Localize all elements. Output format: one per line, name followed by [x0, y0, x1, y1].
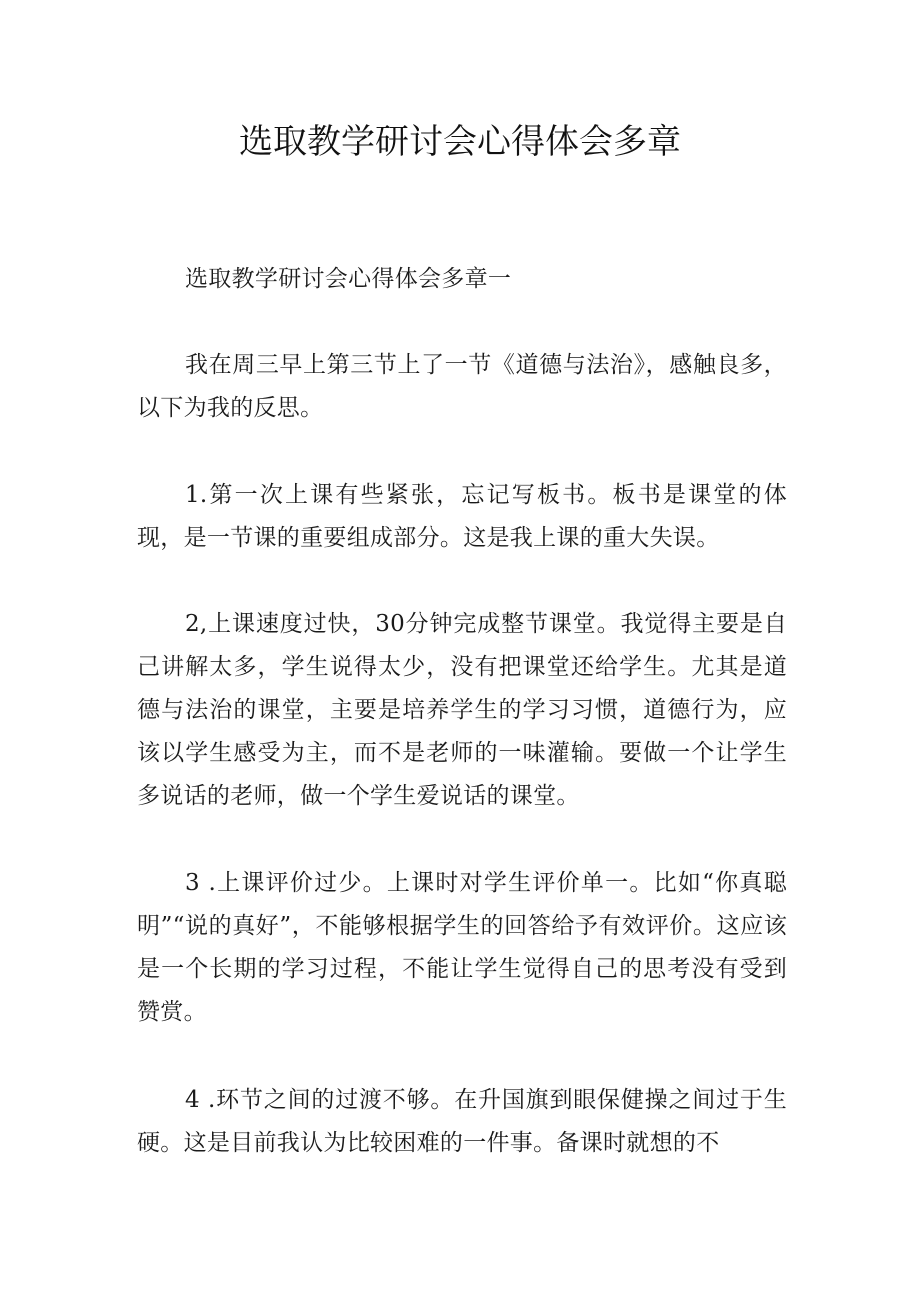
- document-title: 选取教学研讨会心得体会多章: [239, 122, 681, 162]
- paragraph-point-1: 1.第一次上课有些紧张，忘记写板书。板书是课堂的体现，是一节课的重要组成部分。这是我上课的重大失误。: [137, 482, 787, 551]
- paragraph-point-3: 3 .上课评价过少。上课时对学生评价单一。比如“你真聪明”“说的真好”，不能够根据学生的回答给予有效评价。这应该是一个长期的学习过程，不能让学生觉得自己的思考没有受到赞赏。: [137, 870, 787, 1025]
- paragraph-intro: 我在周三早上第三节上了一节《道德与法治》，感触良多，以下为我的反思。: [137, 352, 787, 421]
- paragraph-point-4: 4 .环节之间的过渡不够。在升国旗到眼保健操之间过于生硬。这是目前我认为比较困难的一件事。备课时就想的不: [137, 1087, 787, 1156]
- section-heading: 选取教学研讨会心得体会多章一: [185, 266, 512, 292]
- paragraph-point-2: 2,上课速度过快，30分钟完成整节课堂。我觉得主要是自己讲解太多，学生说得太少，没有把课堂还给学生。尤其是道德与法治的课堂，主要是培养学生的学习习惯，道德行为，应该以学生感受为主，而不是老师的一味灌输。要做一个让学生多说话的老师，做一个学生爱说话的课堂。: [137, 611, 787, 809]
